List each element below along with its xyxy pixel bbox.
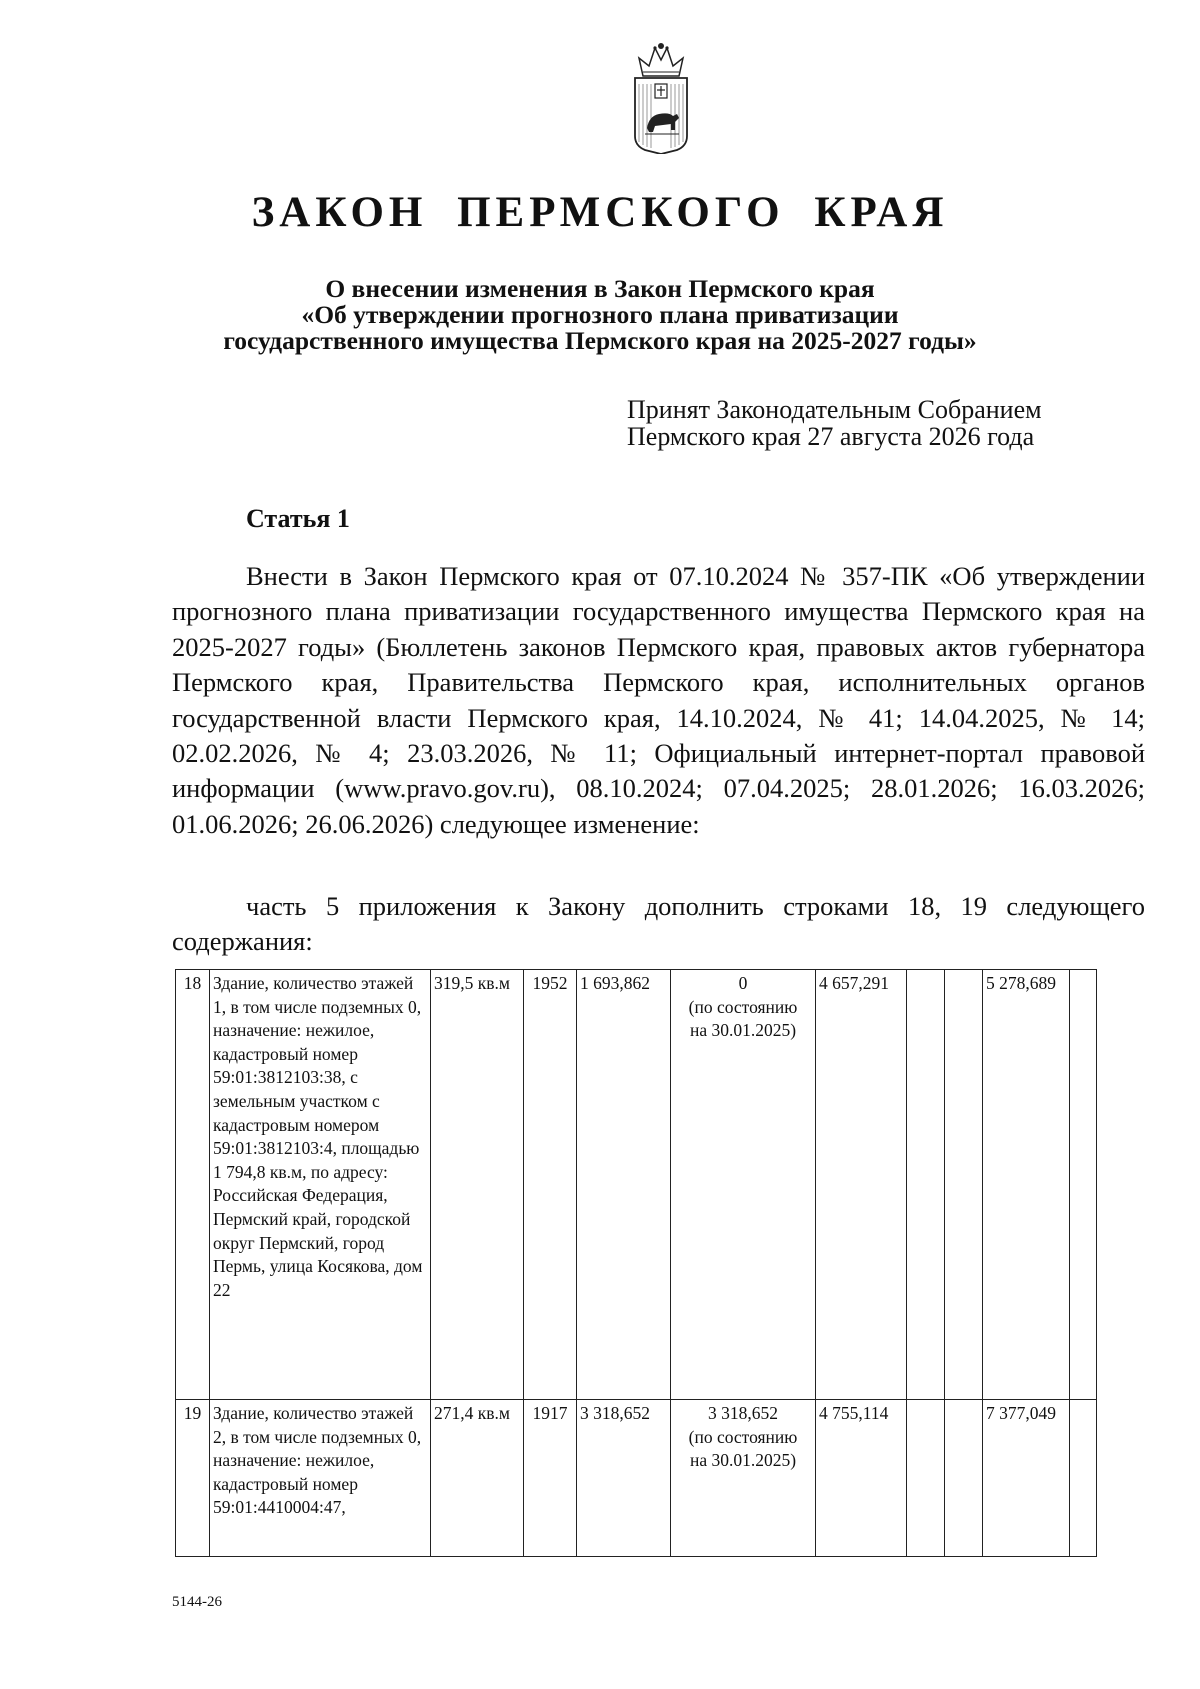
value-cell: 3 318,652 [577,1400,671,1557]
value-line: на 30.01.2025) [689,1020,797,1041]
value-cell [671,1400,816,1557]
object-description: Здание, количество этажей 1, в том числе подземных 0, назначение: нежилое, кадастровый номер 59:01:3812103:38, с земельным участком с кадастровым номером 59:01:3812103:4, площадью 1 794,8 кв.м, по адресу: Российская Федерация, Пермский край, городской округ Пермский, город Пермь, улица Косякова, дом 22 [210,970,431,1400]
value-cell: 5 278,689 [983,970,1070,1400]
article-paragraph-2: часть 5 приложения к Закону дополнить строками 18, 19 следующего содержания: [172,891,1145,957]
value-cell [671,970,816,1400]
table-row [176,1400,1097,1557]
value-cell: 1 693,862 [577,970,671,1400]
value-cell: 4 755,114 [816,1400,907,1557]
object-area: 271,4 кв.м [431,1400,524,1557]
table-row [176,970,1097,1400]
privatization-table [175,969,1097,1557]
subtitle-line: «Об утверждении прогнозного плана приватизации [301,300,899,329]
law-subtitle [0,276,1200,354]
article-heading: Статья 1 [246,504,350,533]
value-line: на 30.01.2025) [689,1450,797,1471]
value-cell [1070,970,1097,1400]
value-cell [907,1400,945,1557]
object-description: Здание, количество этажей 2, в том числе подземных 0, назначение: нежилое, кадастровый номер 59:01:4410004:47, [210,1400,431,1557]
row-number: 19 [176,1400,210,1557]
value-cell [945,970,983,1400]
object-area: 319,5 кв.м [431,970,524,1400]
value-cell [907,970,945,1400]
subtitle-line: государственного имущества Пермского края на 2025-2027 годы» [223,326,977,355]
value-line: (по состоянию [688,996,798,1017]
value-cell: 4 657,291 [816,970,907,1400]
document-number: 5144-26 [172,1594,222,1610]
value-line: (по состоянию [688,1426,798,1447]
construction-year: 1952 [524,970,577,1400]
construction-year: 1917 [524,1400,577,1557]
value-cell [945,1400,983,1557]
article-paragraph-1: Внести в Закон Пермского края от 07.10.2024 № 357-ПК «Об утверждении прогнозного плана приватизации государственного имущества Пермского края на 2025-2027 годы» (Бюллетень законов Пермского края, правовых актов губернатора Пермского края, Правительства Пермского края, исполнительных органов государственной власти Пермского края, 14.10.2024, № 41; 14.04.2025, № 14; 02.02.2026, № 4; 23.03.2026, № 11; Официальный интернет-портал правовой информации (www.pravo.gov.ru), 08.10.2024; 07.04.2025; 28.01.2026; 16.03.2026; 01.06.2026; 26.06.2026) следующее изменение: [172,561,1145,839]
row-number: 18 [176,970,210,1400]
page-title: ЗАКОН ПЕРМСКОГО КРАЯ [251,189,949,236]
value-line: 0 [738,973,748,993]
adoption-line: Пермского края 27 августа 2026 года [627,422,1035,451]
adoption-note [627,396,1042,450]
value-cell: 7 377,049 [983,1400,1070,1557]
value-cell [1070,1400,1097,1557]
value-line: 3 318,652 [708,1403,778,1423]
adoption-line: Принят Законодательным Собранием [627,395,1042,424]
perm-krai-coat-of-arms-icon [629,42,693,154]
subtitle-line: О внесении изменения в Закон Пермского края [325,274,875,303]
